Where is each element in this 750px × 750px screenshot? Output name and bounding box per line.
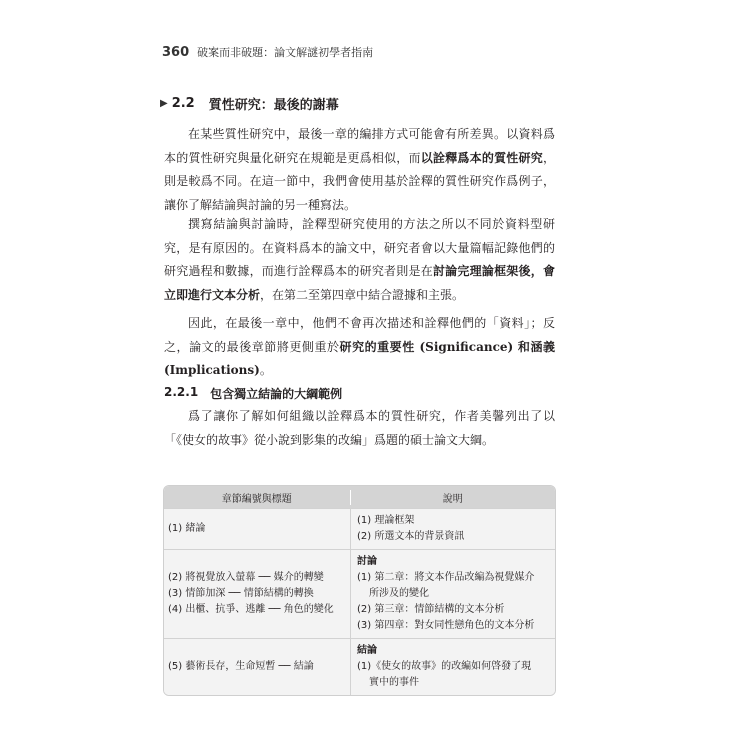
table-row (164, 638, 555, 695)
table-row (164, 508, 555, 549)
paragraph-3-text-b: 。 (259, 363, 272, 377)
table-header-description: 說明 (350, 490, 555, 505)
table-cell-description (350, 639, 555, 695)
table-cell-chapter (164, 509, 350, 549)
paragraph-2-text-a: 撰寫結論與討論時，詮釋型研究使用的方法之所以不同於資料型研究，是有原因的。在資料爲本的論文中，研究者會以大量篇幅記錄他們的研究過程和數據，而進行詮釋爲本的研究者則是在 (164, 217, 555, 278)
page-number: 360 (162, 45, 190, 60)
paragraph-1-text-b: ，則是較爲不同。在這一節中，我們會使用基於詮釋的質性研究作爲例子，讓你了解結論與討論的另一種寫法。 (164, 150, 555, 212)
description-line: (1) 第二章：將文本作品改編為視覺媒介 (357, 572, 535, 583)
description-heading: 結論 (357, 645, 377, 656)
paragraph-1 (164, 123, 555, 217)
section-number: 2.2 (171, 96, 195, 111)
chapter-line: (5) 藝術長存，生命短暫 ── 結論 (168, 661, 314, 672)
paragraph-2-text-b: ，在第二至第四章中結合證據和主張。 (260, 287, 465, 302)
paragraph-2-bold: 討論完理論框架後，會立即進行文本分析 (164, 264, 555, 302)
paragraph-3-bold: 研究的重要性 (Significance) 和涵義 (Implications) (164, 339, 555, 377)
table-cell-chapter (164, 639, 350, 695)
paragraph-1-text-a: 在某些質性研究中，最後一章的編排方式可能會有所差異。以資料爲本的質性研究與量化研究在規範是更爲相似，而 (164, 127, 555, 165)
description-heading: 討論 (357, 556, 377, 567)
table-cell-description (350, 550, 555, 638)
table-header (164, 486, 555, 508)
paragraph-3-text-a: 因此，在最後一章中，他們不會再次描述和詮釋他們的「資料」；反之，論文的最後章節將更側重於 (164, 316, 555, 354)
description-line: (1)《使女的故事》的改編如何啓發了現 (357, 661, 532, 672)
chapter-line: (4) 出櫃、抗爭、逃離 ── 角色的變化 (168, 604, 334, 615)
outline-table (163, 485, 556, 696)
table-cell-chapter (164, 550, 350, 638)
page-header (162, 44, 373, 60)
description-line: (2) 所選文本的背景資訊 (357, 531, 465, 542)
chapter-line: (2) 將視覺放入螢幕 ── 媒介的轉變 (168, 572, 324, 583)
description-line: 所涉及的變化 (369, 588, 429, 599)
subsection-heading (164, 385, 342, 402)
description-line: (3) 第四章：對女同性戀角色的文本分析 (357, 620, 535, 631)
chapter-line: (3) 情節加深 ── 情節結構的轉換 (168, 588, 314, 599)
paragraph-4: 爲了讓你了解如何組織以詮釋爲本的質性研究，作者美馨列出了以「《使女的故事》從小說到影集的改編」爲題的碩士論文大綱。 (164, 409, 555, 447)
subsection-number: 2.2.1 (164, 385, 199, 399)
description-line: (1) 理論框架 (357, 515, 415, 526)
paragraph-3 (164, 312, 555, 383)
table-header-chapter: 章節編號與標題 (221, 493, 292, 505)
table-row (164, 549, 555, 638)
section-title: 質性研究：最後的謝幕 (208, 98, 339, 113)
book-title: 破案而非破題：論文解謎初學者指南 (197, 46, 374, 59)
subsection-title: 包含獨立結論的大綱範例 (210, 387, 343, 401)
description-line: (2) 第三章：情節結構的文本分析 (357, 604, 505, 615)
triangle-bullet-icon: ▶ (160, 98, 168, 109)
description-line: 實中的事件 (369, 677, 419, 688)
table-cell-description (350, 509, 555, 549)
paragraph-1-bold: 以詮釋爲本的質性研究 (420, 150, 543, 165)
chapter-line: (1) 緒論 (168, 523, 206, 534)
section-heading (160, 94, 339, 113)
paragraph-2 (164, 213, 555, 307)
